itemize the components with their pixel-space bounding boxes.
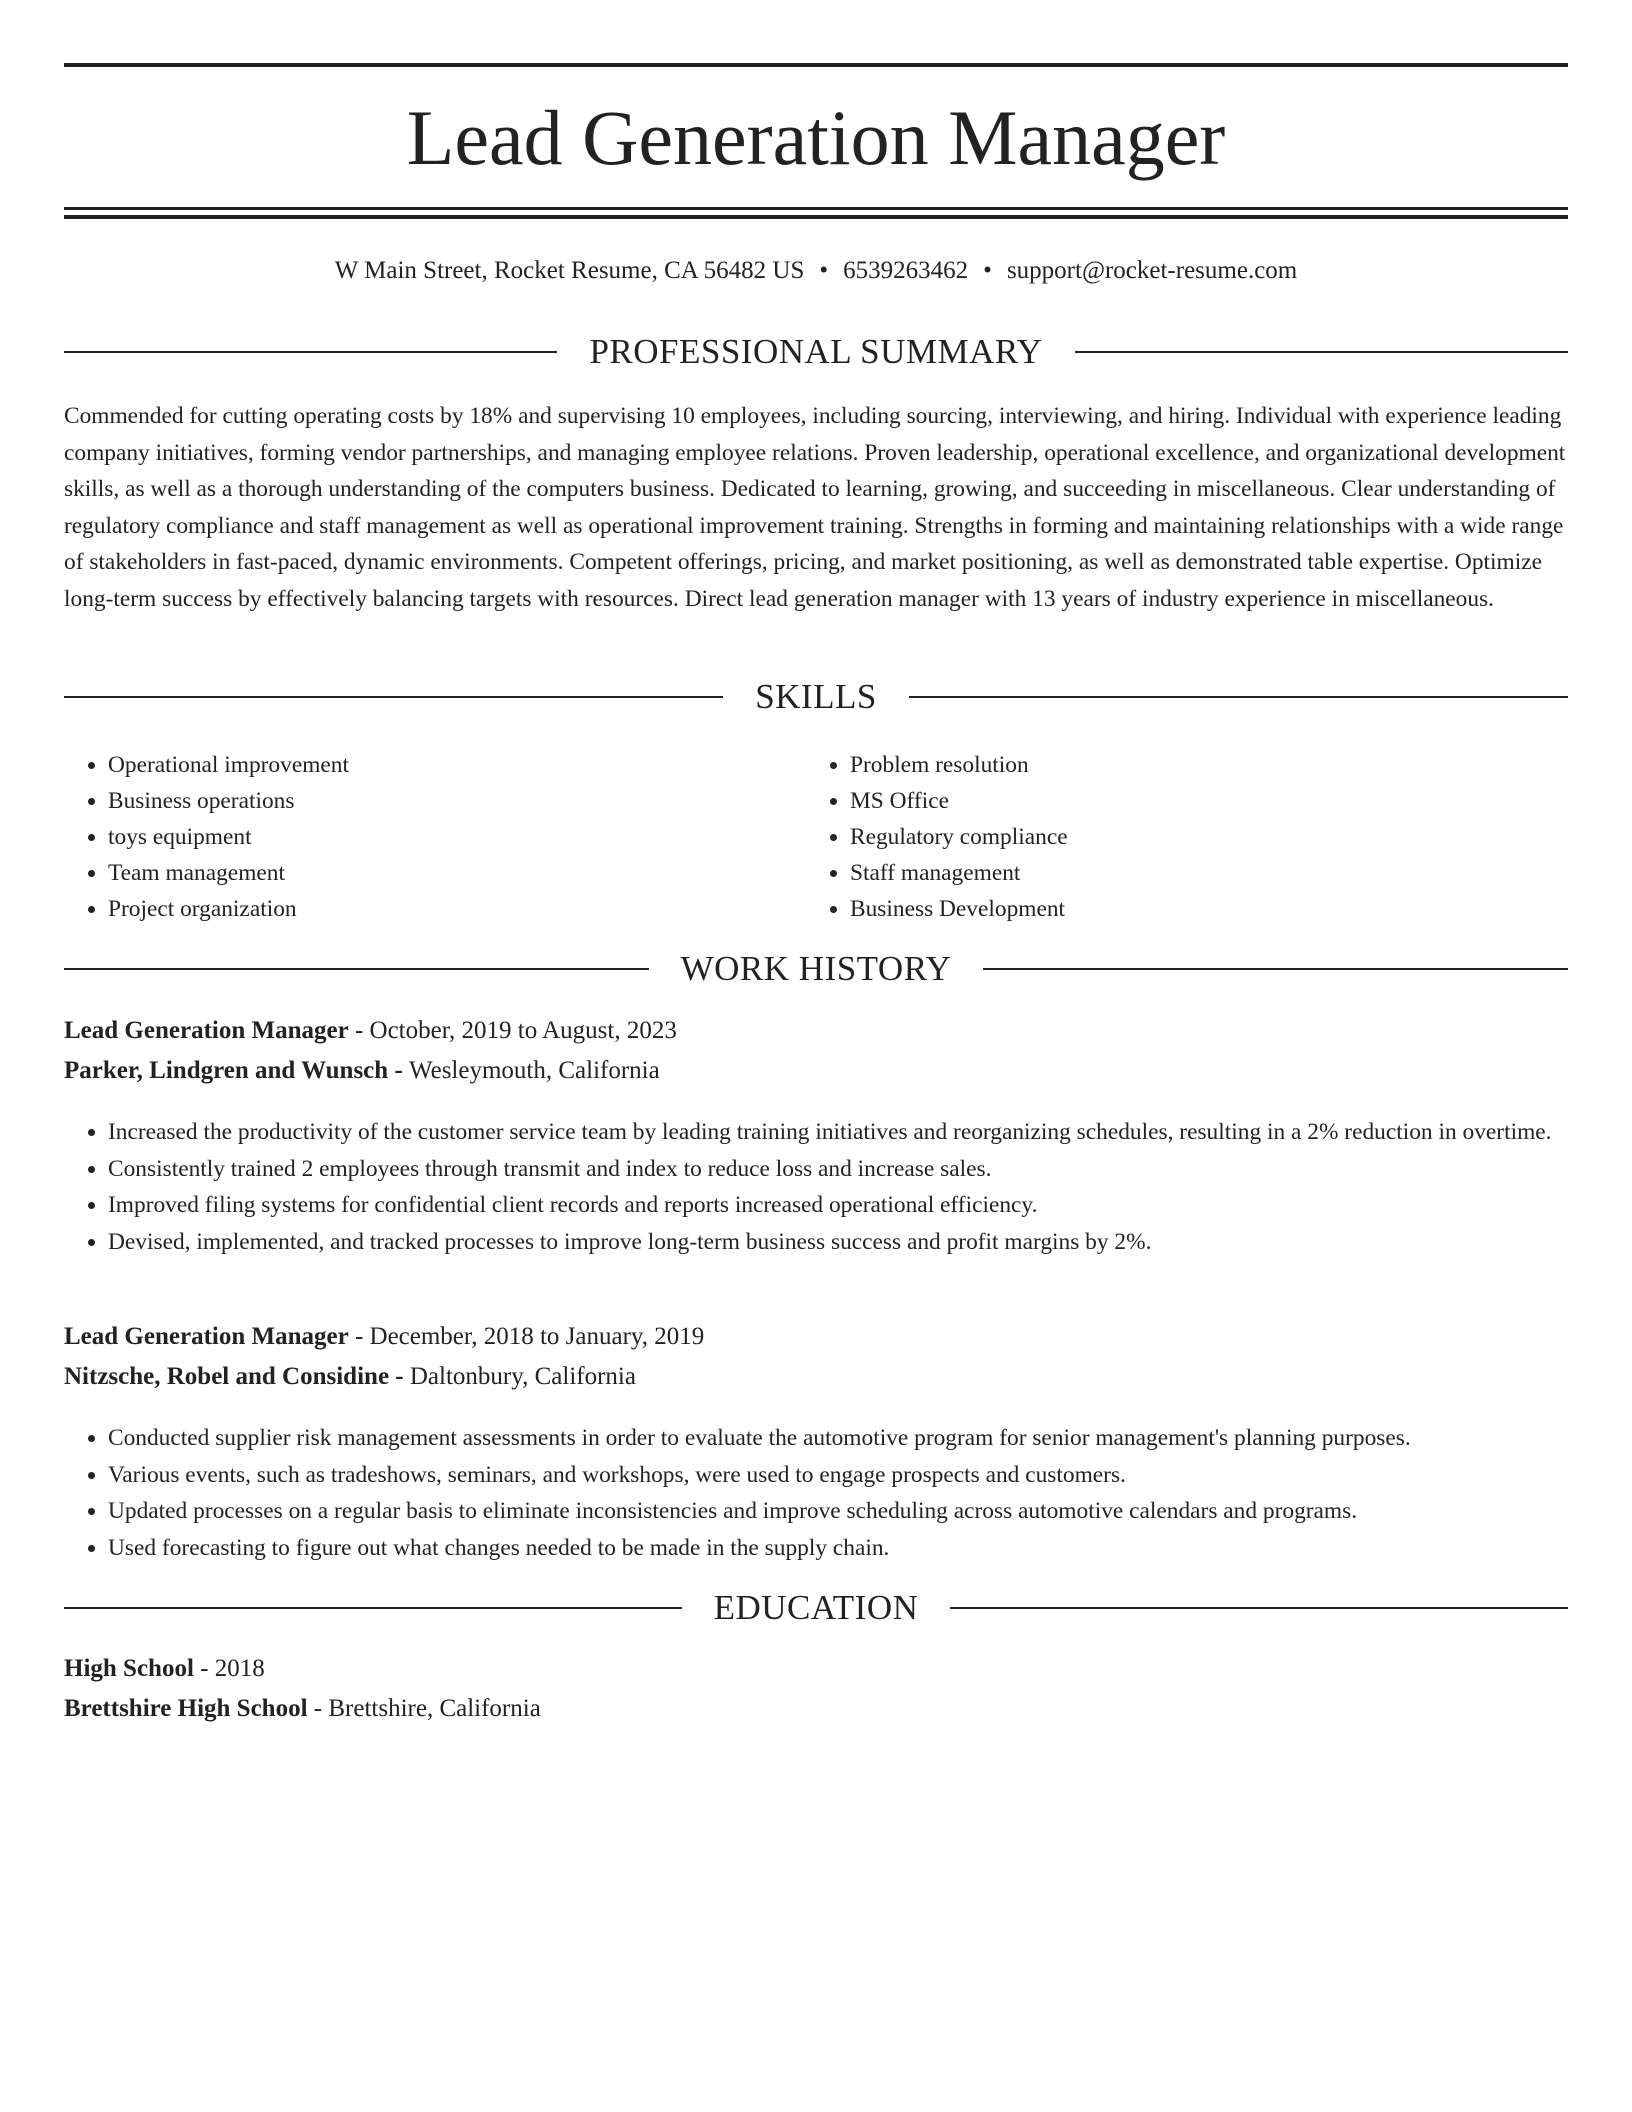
- education-section-heading: [64, 1586, 1568, 1630]
- candidate-name: Lead Generation Manager: [406, 94, 1226, 181]
- dash: -: [348, 1323, 370, 1350]
- job-title-line: [64, 1317, 1568, 1357]
- heading-rule-left: [64, 351, 557, 353]
- job-bullet: • Consistently trained 2 employees through transmit and index to reduce loss and increase sales.: [108, 1151, 1568, 1188]
- job-bullets: [64, 1114, 1568, 1260]
- job-company: Parker, Lindgren and Wunsch: [64, 1057, 389, 1084]
- work-heading: WORK HISTORY: [680, 949, 952, 988]
- skill-item: • Regulatory compliance: [850, 819, 1550, 855]
- dash: -: [193, 1655, 215, 1682]
- skill-item: • Operational improvement: [108, 747, 758, 783]
- skills-heading: SKILLS: [755, 677, 877, 716]
- skill-item: • Business Development: [850, 891, 1550, 927]
- skill-item: • MS Office: [850, 783, 1550, 819]
- dash: -: [348, 1017, 370, 1044]
- education-degree: High School: [64, 1655, 194, 1682]
- heading-rule-right: [950, 1607, 1568, 1609]
- job-bullet: • Conducted supplier risk management assessments in order to evaluate the automotive program for senior management's planning purposes.: [108, 1420, 1568, 1457]
- heading-rule-right: [983, 968, 1568, 970]
- summary-text: Commended for cutting operating costs by 18% and supervising 10 employees, including sourcing, interviewing, and hiring. Individual with experience leading company initiatives, forming vendor partnerships, and managing employee relations. Proven leadership, operational excellence, and organizational development skills, as well as a thorough understanding of the computers business. Dedicated to learning, growing, and succeeding in miscellaneous. Clear understanding of regulatory compliance and staff management as well as operational improvement training. Strengths in forming and maintaining relationships with a wide range of stakeholders in fast-paced, dynamic environments. Competent offerings, pricing, and market positioning, as well as demonstrated table expertise. Optimize long-term success by effectively balancing targets with resources. Direct lead generation manager with 13 years of industry experience in miscellaneous.: [64, 403, 1566, 612]
- contact-separator: •: [819, 257, 829, 284]
- skills-section-heading: [64, 675, 1568, 719]
- job-company-line: [64, 1357, 1568, 1397]
- skill-item: • Project organization: [108, 891, 758, 927]
- heading-rule-right: [909, 696, 1568, 698]
- education-location: Brettshire, California: [328, 1695, 541, 1722]
- dash: -: [307, 1695, 329, 1722]
- heading-rule-left: [64, 1607, 682, 1609]
- job-bullets: [64, 1420, 1568, 1566]
- job-company: Nitzsche, Robel and Considine: [64, 1363, 390, 1390]
- job-bullet: • Updated processes on a regular basis to eliminate inconsistencies and improve scheduling across automotive calendars and programs.: [108, 1493, 1568, 1530]
- contact-separator: •: [983, 257, 992, 284]
- contact-line: [64, 253, 1568, 289]
- skills-list-left: [64, 747, 758, 927]
- contact-address: W Main Street, Rocket Resume, CA 56482 US: [334, 257, 805, 284]
- education-degree-line: [64, 1649, 1568, 1689]
- dash: -: [389, 1363, 410, 1390]
- education-heading: EDUCATION: [713, 1588, 919, 1627]
- job-bullet: • Used forecasting to figure out what changes needed to be made in the supply chain.: [108, 1530, 1568, 1567]
- education-year: 2018: [214, 1655, 265, 1682]
- job-dates: December, 2018 to January, 2019: [369, 1323, 705, 1350]
- job-location: Daltonbury, California: [409, 1363, 636, 1390]
- heading-rule-left: [64, 968, 649, 970]
- skill-item: • toys equipment: [108, 819, 758, 855]
- job-dates: October, 2019 to August, 2023: [369, 1017, 677, 1044]
- summary-section-heading: [64, 330, 1568, 374]
- education-school: Brettshire High School: [64, 1695, 308, 1722]
- contact-email: support@rocket-resume.com: [1006, 257, 1298, 284]
- skill-item: • Problem resolution: [850, 747, 1550, 783]
- skills-list-right: [806, 747, 1550, 927]
- header-bottom-rule-thick: [64, 215, 1568, 219]
- heading-rule-left: [64, 696, 723, 698]
- contact-phone: 6539263462: [843, 257, 969, 284]
- education-school-line: [64, 1689, 1568, 1729]
- job-title: Lead Generation Manager: [64, 1323, 349, 1350]
- job-location: Wesleymouth, California: [409, 1057, 660, 1084]
- summary-heading: PROFESSIONAL SUMMARY: [589, 332, 1043, 371]
- job-title-line: [64, 1011, 1568, 1051]
- job-company-line: [64, 1051, 1568, 1091]
- job-bullet: • Various events, such as tradeshows, seminars, and workshops, were used to engage prospects and customers.: [108, 1457, 1568, 1494]
- heading-rule-right: [1075, 351, 1568, 353]
- job-bullet: • Increased the productivity of the customer service team by leading training initiatives and reorganizing schedules, resulting in a 2% reduction in overtime.: [108, 1114, 1568, 1151]
- dash: -: [388, 1057, 410, 1084]
- header-bottom-rule: [64, 207, 1568, 210]
- skill-item: • Business operations: [108, 783, 758, 819]
- skill-item: • Staff management: [850, 855, 1550, 891]
- job-bullet: • Devised, implemented, and tracked processes to improve long-term business success and profit margins by 2%.: [108, 1224, 1568, 1261]
- job-title: Lead Generation Manager: [64, 1017, 349, 1044]
- header-top-rule: [64, 63, 1568, 67]
- work-section-heading: [64, 947, 1568, 991]
- skill-item: • Team management: [108, 855, 758, 891]
- job-bullet: • Improved filing systems for confidential client records and reports increased operational efficiency.: [108, 1187, 1568, 1224]
